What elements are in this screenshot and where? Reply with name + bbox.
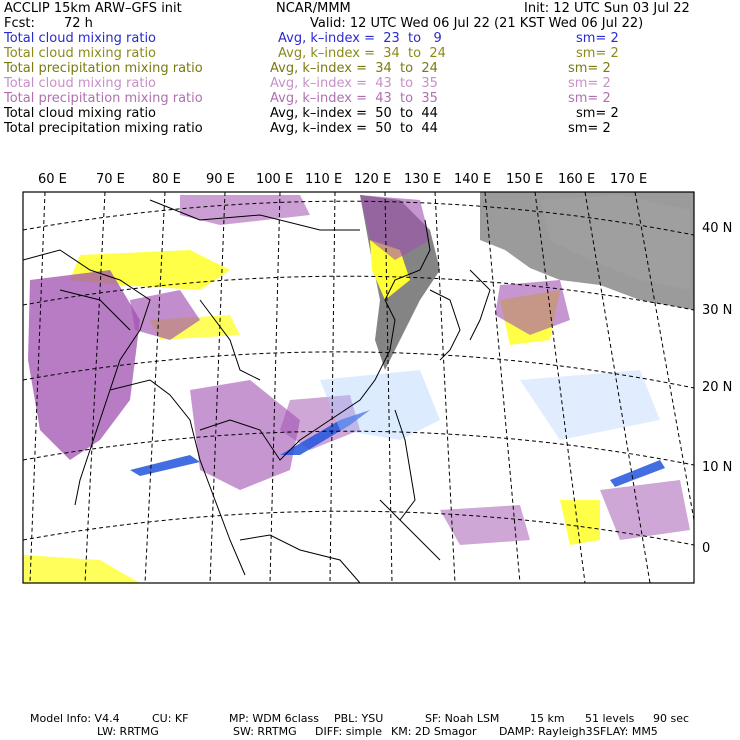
field-smoothing: sm= 2 [576, 106, 619, 121]
model-info-item: SF: Noah LSM [425, 712, 500, 725]
longitude-label: 130 E [404, 172, 442, 187]
field-k-index: Avg, k–index = 43 to 35 [270, 76, 438, 91]
field-name: Total cloud mixing ratio [4, 106, 157, 121]
longitude-label: 170 E [610, 172, 648, 187]
latitude-label: 40 N [702, 221, 733, 236]
model-physics-item: SW: RRTMG [233, 725, 297, 738]
model-info-item: MP: WDM 6class [229, 712, 319, 725]
yellow-patch-south [560, 500, 600, 545]
longitude-label: 90 E [206, 172, 235, 187]
field-smoothing: sm= 2 [568, 76, 611, 91]
model-info-item: PBL: YSU [334, 712, 384, 725]
blue-streak-bay [130, 455, 200, 476]
longitude-label: 120 E [354, 172, 392, 187]
field-k-index: Avg, k–index = 34 to 24 [270, 61, 438, 76]
field-name: Total cloud mixing ratio [4, 76, 157, 91]
model-physics-item: SFLAY: MM5 [593, 725, 658, 738]
field-name: Total precipitation mixing ratio [4, 121, 203, 136]
field-name: Total precipitation mixing ratio [4, 61, 203, 76]
model-physics-item: KM: 2D Smagor [391, 725, 477, 738]
valid-time: Valid: 12 UTC Wed 06 Jul 22 (21 KST Wed 06 Jul 22) [310, 16, 644, 31]
init-time: Init: 12 UTC Sun 03 Jul 22 [524, 1, 690, 16]
field-smoothing: sm= 2 [568, 61, 611, 76]
lightblue-haze-2 [520, 370, 660, 440]
field-smoothing: sm= 2 [576, 46, 619, 61]
longitude-label: 60 E [38, 172, 67, 187]
model-info-item: 90 sec [653, 712, 690, 725]
field-name: Total precipitation mixing ratio [4, 91, 203, 106]
model-info-item: CU: KF [152, 712, 189, 725]
model-info-item: 51 levels [585, 712, 635, 725]
field-name: Total cloud mixing ratio [4, 31, 157, 46]
longitude-label: 140 E [454, 172, 492, 187]
field-smoothing: sm= 2 [568, 121, 611, 136]
longitude-label: 110 E [305, 172, 343, 187]
longitude-label: 150 E [506, 172, 544, 187]
model-physics-item: DIFF: simple [315, 725, 383, 738]
center-name: NCAR/MMM [276, 1, 351, 16]
model-title: ACCLIP 15km ARW–GFS init [4, 1, 182, 16]
field-name: Total cloud mixing ratio [4, 46, 157, 61]
latitude-label: 20 N [702, 380, 733, 395]
latitude-label: 10 N [702, 460, 733, 475]
model-info-item: 15 km [530, 712, 565, 725]
latitude-label: 30 N [702, 303, 733, 318]
field-k-index: Avg, k–index = 34 to 24 [278, 46, 446, 61]
purple-region-north [180, 195, 310, 225]
field-smoothing: sm= 2 [568, 91, 611, 106]
purple-region-indochina [190, 380, 300, 490]
latitude-label: 0 [702, 541, 711, 556]
model-info-item: Model Info: V4.4 [30, 712, 120, 725]
longitude-label: 80 E [152, 172, 181, 187]
model-physics-item: LW: RRTMG [97, 725, 159, 738]
field-k-index: Avg, k–index = 23 to 9 [278, 31, 442, 46]
purple-region-equator [440, 505, 530, 545]
field-smoothing: sm= 2 [576, 31, 619, 46]
purple-region-east [600, 480, 690, 540]
field-k-index: Avg, k–index = 50 to 44 [270, 106, 438, 121]
longitude-label: 160 E [558, 172, 596, 187]
forecast-hours: 72 h [64, 16, 93, 31]
longitude-label: 100 E [256, 172, 294, 187]
longitude-label: 70 E [96, 172, 125, 187]
yellow-patch-sw [23, 555, 140, 583]
field-k-index: Avg, k–index = 50 to 44 [270, 121, 438, 136]
forecast-label: Fcst: [4, 16, 35, 31]
model-physics-item: DAMP: Rayleigh3 [499, 725, 593, 738]
field-k-index: Avg, k–index = 43 to 35 [270, 91, 438, 106]
